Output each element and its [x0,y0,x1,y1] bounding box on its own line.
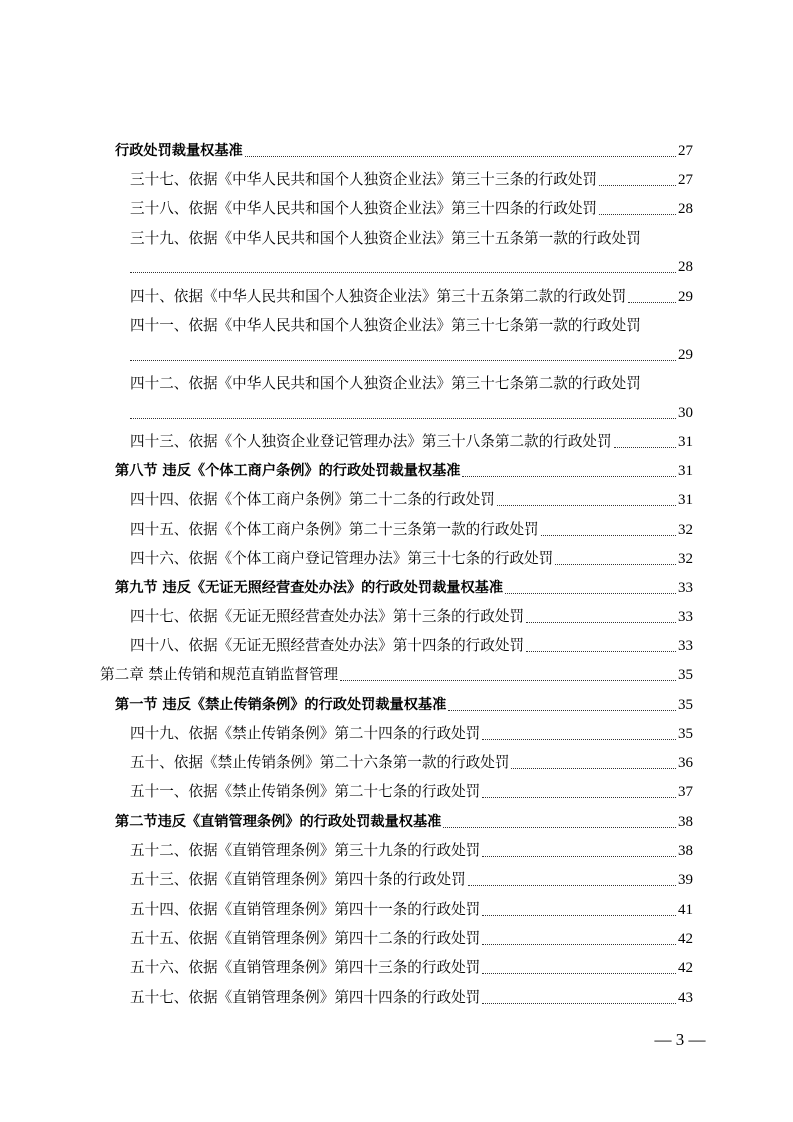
toc-entry[interactable]: 四十四、依据《个体工商户条例》第二十二条的行政处罚 31 [130,491,693,508]
toc-entry-section[interactable]: 第九节 违反《无证无照经营查处办法》的行政处罚裁量权基准 33 [115,580,693,596]
toc-entry[interactable]: 四十三、依据《个人独资企业登记管理办法》第三十八条第二款的行政处罚 31 [130,433,693,450]
toc-entry-section[interactable]: 第一节 违反《禁止传销条例》的行政处罚裁量权基准 35 [115,697,693,713]
toc-entry[interactable]: 四十九、依据《禁止传销条例》第二十四条的行政处罚 35 [130,725,693,742]
toc-entry[interactable]: 五十四、依据《直销管理条例》第四十一条的行政处罚 41 [130,901,693,918]
toc-entry-continuation: 28 [130,257,693,277]
toc-entry[interactable]: 五十六、依据《直销管理条例》第四十三条的行政处罚 42 [130,959,693,976]
toc-entry[interactable]: 五十七、依据《直销管理条例》第四十四条的行政处罚 43 [130,989,693,1006]
toc-entry[interactable]: 五十一、依据《禁止传销条例》第二十七条的行政处罚 37 [130,783,693,800]
toc-entry-section[interactable]: 第八节 违反《个体工商户条例》的行政处罚裁量权基准 31 [115,463,693,479]
toc-entry[interactable]: 三十八、依据《中华人民共和国个人独资企业法》第三十四条的行政处罚 28 [130,200,693,217]
page-number: — 3 — [654,1030,706,1049]
toc-entry-chapter[interactable]: 第二章 禁止传销和规范直销监督管理 35 [100,666,693,683]
toc-entry[interactable]: 四十一、依据《中华人民共和国个人独资企业法》第三十七条第一款的行政处罚 [130,317,641,334]
toc-entry[interactable]: 四十七、依据《无证无照经营查处办法》第十三条的行政处罚 33 [130,608,693,625]
toc-entry-continuation: 29 [130,345,693,365]
toc-entry[interactable]: 四十、依据《中华人民共和国个人独资企业法》第三十五条第二款的行政处罚 29 [130,288,693,305]
toc-entry-continuation: 30 [130,403,693,423]
toc-entry[interactable]: 五十二、依据《直销管理条例》第三十九条的行政处罚 38 [130,842,693,859]
toc-entry[interactable]: 五十三、依据《直销管理条例》第四十条的行政处罚 39 [130,871,693,888]
toc-entry[interactable]: 四十六、依据《个体工商户登记管理办法》第三十七条的行政处罚 32 [130,550,693,567]
toc-entry[interactable]: 五十、依据《禁止传销条例》第二十六条第一款的行政处罚 36 [130,754,693,771]
toc-entry[interactable]: 四十二、依据《中华人民共和国个人独资企业法》第三十七条第二款的行政处罚 [130,375,641,392]
toc-entry[interactable]: 四十五、依据《个体工商户条例》第二十三条第一款的行政处罚 32 [130,521,693,538]
toc-entry[interactable]: 五十五、依据《直销管理条例》第四十二条的行政处罚 42 [130,930,693,947]
toc-entry[interactable]: 三十七、依据《中华人民共和国个人独资企业法》第三十三条的行政处罚 27 [130,171,693,188]
toc-entry[interactable]: 三十九、依据《中华人民共和国个人独资企业法》第三十五条第一款的行政处罚 [130,230,641,247]
toc-entry-section[interactable]: 行政处罚裁量权基准 27 [115,143,693,159]
toc-entry[interactable]: 四十八、依据《无证无照经营查处办法》第十四条的行政处罚 33 [130,637,693,654]
toc-entry-section[interactable]: 第二节违反《直销管理条例》的行政处罚裁量权基准 38 [115,814,693,830]
